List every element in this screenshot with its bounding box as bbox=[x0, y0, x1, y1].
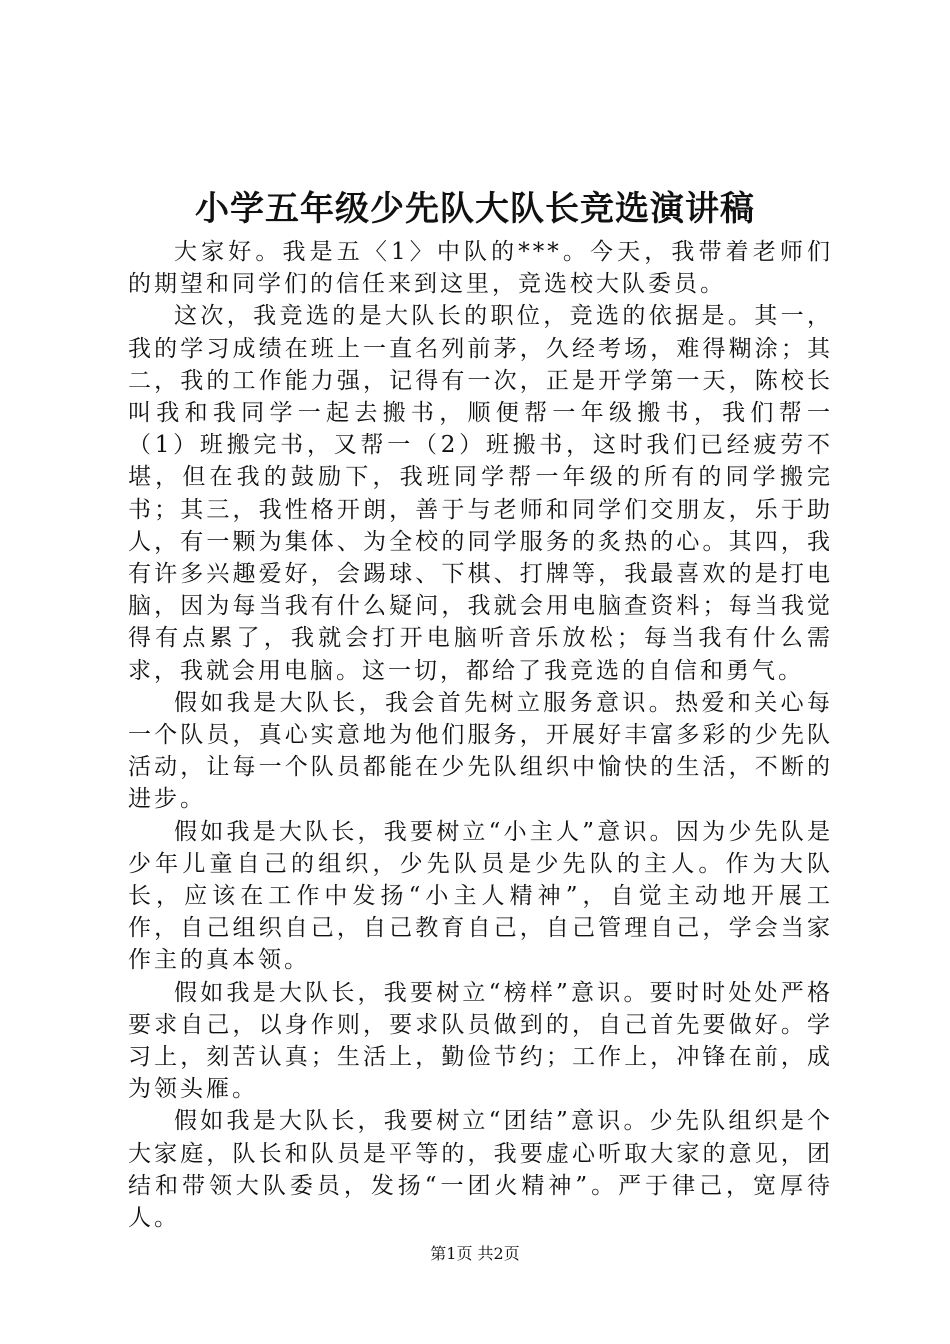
paragraph-ownership: 假如我是大队长，我要树立“小主人”意识。因为少先队是少年儿童自己的组织，少先队员是少先队的主人。作为大队长，应该在工作中发扬“小主人精神”，自觉主动地开展工作，自己组织自己，自己教育自己，自己管理自己，学会当家作主的真本领。 bbox=[128, 818, 833, 974]
paragraph-unity: 假如我是大队长，我要树立“团结”意识。少先队组织是个大家庭，队长和队员是平等的，我要虚心听取大家的意见，团结和带领大队委员，发扬“一团火精神”。严于律己，宽厚待人。 bbox=[128, 1108, 833, 1232]
paragraph-greeting: 大家好。我是五〈1〉中队的***。今天，我带着老师们的期望和同学们的信任来到这里，竞选校大队委员。 bbox=[128, 239, 833, 298]
document-body bbox=[128, 236, 833, 1234]
page-number-footer: 第1页 共2页 bbox=[430, 1244, 520, 1263]
paragraph-service: 假如我是大队长，我会首先树立服务意识。热爱和关心每一个队员，真心实意地为他们服务，开展好丰富多彩的少先队活动，让每一个队员都能在少先队组织中愉快的生活，不断的进步。 bbox=[128, 689, 833, 813]
paragraph-qualifications: 这次，我竞选的是大队长的职位，竞选的依据是。其一，我的学习成绩在班上一直名列前茅，久经考场，难得糊涂；其二，我的工作能力强，记得有一次，正是开学第一天，陈校长叫我和我同学一起去搬书，顺便帮一年级搬书，我们帮一（1）班搬完书，又帮一（2）班搬书，这时我们已经疲劳不堪，但在我的鼓励下，我班同学帮一年级的所有的同学搬完书；其三，我性格开朗，善于与老师和同学们交朋友，乐于助人，有一颗为集体、为全校的同学服务的炙热的心。其四，我有许多兴趣爱好，会踢球、下棋、打牌等，我最喜欢的是打电脑，因为每当我有什么疑问，我就会用电脑查资料；每当我觉得有点累了，我就会打开电脑听音乐放松；每当我有什么需求，我就会用电脑。这一切，都给了我竞选的自信和勇气。 bbox=[128, 303, 833, 684]
paragraph-role-model: 假如我是大队长，我要树立“榜样”意识。要时时处处严格要求自己，以身作则，要求队员做到的，自己首先要做好。学习上，刻苦认真；生活上，勤俭节约；工作上，冲锋在前，成为领头雁。 bbox=[128, 979, 833, 1103]
document-title: 小学五年级少先队大队长竞选演讲稿 bbox=[195, 189, 755, 229]
